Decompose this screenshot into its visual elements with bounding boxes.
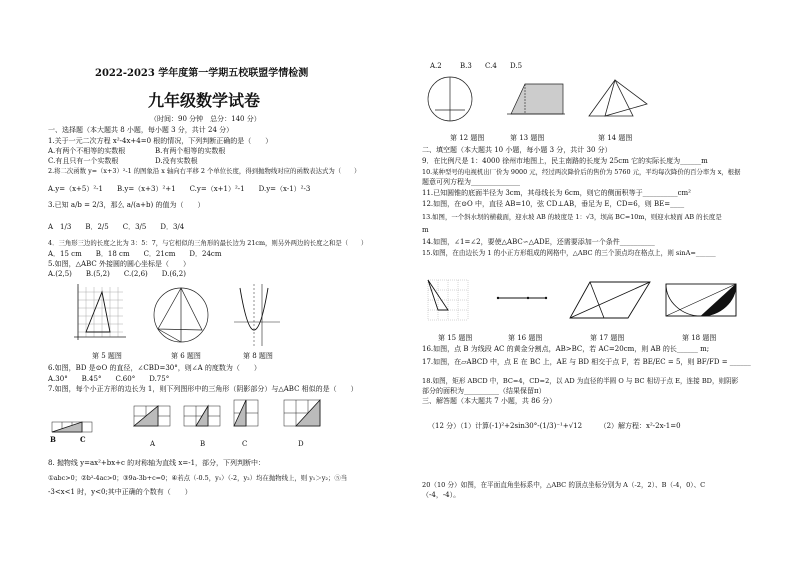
q20-text-cont: （-4，-4）。 <box>422 491 461 499</box>
q8-option-c: C.4 <box>485 62 497 70</box>
section-1-heading: 一、选择题（本大题共 8 小题，每小题 3 分，共计 24 分） <box>48 126 234 134</box>
figure-q8-parabola <box>232 282 282 348</box>
q1-text: 1.关于一元二次方程 x²-4x+4=0 根的情况，下列判断正确的是（ ） <box>48 137 273 145</box>
figure-q12-circle <box>425 72 475 126</box>
q14-text: 14.如图，∠1=∠2，要使△ABC∽△ADE，还需要添加一个条件__________ <box>422 238 655 246</box>
q7-option-d-label: D <box>298 440 304 448</box>
figure-q18-caption: 第 18 题图 <box>682 334 717 342</box>
q6-options: A.30° B.45° C.60° D.75° <box>48 375 170 383</box>
q1-option-a: A.有两个不相等的实数根 <box>48 147 126 155</box>
q11-text: 11.已知圆锥的底面半径为 3cm，其母线长为 6cm，则它的侧面积等于__________cm² <box>422 189 691 197</box>
figure-q5-grid <box>68 282 128 344</box>
q1-option-c: C.有且只有一个实数根 <box>48 157 119 165</box>
q8-option-d: D.5 <box>510 62 523 70</box>
figure-q12-caption: 第 12 题图 <box>450 134 485 142</box>
figure-q14-caption: 第 14 题图 <box>598 134 633 142</box>
q16-text: 16.如图，点 B 为线段 AC 的黄金分割点，AB>BC，若 AC=20cm，则 AB 的长______ m; <box>422 345 710 353</box>
q15-text: 15.如图，在由边长为 1 的小正方形组成的网格中，△ABC 的三个顶点均在格点上，则 sinA=______ <box>422 249 716 257</box>
figure-q16-caption: 第 16 题图 <box>508 334 543 342</box>
q20-text: 20（10 分）如图，在平面直角坐标系中，△ABC 的顶点坐标分别为 A（-2，2）、B（-4，0）、C <box>422 481 706 489</box>
figure-q18-rectangle <box>662 280 740 320</box>
q8-text: 8. 抛物线 y=ax²+bx+c 的对称轴为直线 x=-1，部分，下列判断中： <box>48 459 266 467</box>
q5-options: A.(2,5) B.(5,2) C.(2,6) D.(6,2) <box>48 270 186 278</box>
q19-text: （12 分）（1）计算(-1)²+2sin30°-(1/3)⁻¹+√12 （2）解方程：x²-2x-1=0 <box>428 422 681 430</box>
q8-statements: ①abc>0；②b²-4ac>0；③9a-3b+c=0；④若点（-0.5，y₁）（-2，y₂）均在抛物线上，则 y₁＞y₂；⑤当 <box>48 474 348 482</box>
q13-text-cont: m <box>422 226 429 234</box>
q10-text-cont: 题意可列方程为______________ <box>422 178 520 186</box>
q10-text: 10.某种型号的电视机出厂价为 9000 元，经过两次降价后的售价为 5760 元，平均每次降价的百分率为 x，根据 <box>422 168 741 176</box>
figure-q16-segment <box>494 292 550 304</box>
q8-option-b: B.3 <box>460 62 472 70</box>
q18-text-cont: 部分的面积为__________（结果保留π） <box>422 387 546 395</box>
exam-meta: （时间：90 分钟 总分：140 分） <box>150 115 261 123</box>
figure-q6-circle <box>150 284 212 346</box>
figure-q17-parallelogram <box>568 276 654 326</box>
q1-option-b: B.有两个相等的实数根 <box>155 147 226 155</box>
exam-title: 2022-2023 学年度第一学期五校联盟学情检测 <box>95 68 309 79</box>
q13-text: 13.如图，一个斜水坝的横截面，迎水坡 AB 的坡度是 1：√3，坝高 BC=10m，则迎水坡面 AB 的长度是 <box>422 213 722 221</box>
figure-q14-triangles <box>585 74 651 124</box>
section-3-heading: 三、解答题（本大题共 7 小题，共 86 分） <box>422 397 557 405</box>
q7-ref-label-c: C <box>80 435 86 444</box>
q7-option-a-label: A <box>150 440 156 448</box>
q6-text: 6.如图，BD 是⊙O 的直径，∠CBD=30°，则∠A 的度数为（ ） <box>48 364 261 372</box>
q7-option-c-label: C <box>242 440 248 448</box>
q3-options: A 1/3 B．2/5 C．3/5 D．3/4 <box>48 223 185 231</box>
q7-ref-label-b: B <box>50 435 56 444</box>
q2-text: 2.将二次函数 y=（x+3）²-1 的图象沿 x 轴向右平移 2 个单位长度，得到抛物线对应的函数表达式为（ ） <box>48 167 361 175</box>
q8-option-a: A.2 <box>430 62 442 70</box>
figure-q7-options <box>48 396 348 444</box>
q4-options: A．15 cm B．18 cm C．21cm D．24cm <box>48 250 222 258</box>
q17-text: 17.如图，在▱ABCD 中，点 E 在 BC 上，AE 与 BD 相交于点 F，若 BE/EC = 5，则 BF/FD = ______ <box>422 358 751 366</box>
figure-q15-caption: 第 15 题图 <box>438 334 473 342</box>
paper-title: 九年级数学试卷 <box>148 91 261 110</box>
figure-q8-caption: 第 8 题图 <box>243 352 273 360</box>
q7-option-b-label: B <box>200 440 206 448</box>
figure-q6-caption: 第 6 题图 <box>171 352 201 360</box>
q9-text: 9．在比例尺是 1：4000 徐州市地图上，民主南路的长度为 25cm 它的实际长度为______m <box>422 157 708 165</box>
q2-options: A.y=（x+5）²-1 B.y=（x+3）²+1 C.y=（x+1）²-1 D.y=（x-1）²-3 <box>48 185 311 193</box>
section-2-heading: 二、填空题（本大题共 10 小题，每小题 3 分，共计 30 分） <box>422 146 612 154</box>
q8-statements-cont: -3<x<1 时，y<0;其中正确的个数有（ ） <box>48 488 192 496</box>
figure-q17-caption: 第 17 题图 <box>590 334 625 342</box>
figure-q13-dam <box>505 78 565 120</box>
figure-q5-caption: 第 5 题图 <box>92 352 122 360</box>
q5-text: 5.如图，△ABC 外接圆的圆心坐标是（ ） <box>48 260 190 268</box>
q7-text: 7.如图，每个小正方形的边长为 1，则下列图形中的三角形（阴影部分）与△ABC 相似的是（ ） <box>48 385 358 393</box>
figure-q13-caption: 第 13 题图 <box>510 134 545 142</box>
q1-option-d: D.没有实数根 <box>155 157 198 165</box>
q4-text: 4．三角形三边的长度之比为 3：5：7，与它相似的三角形的最长边为 21cm，则另外两边的长度之和是（ ） <box>48 239 368 247</box>
q18-text: 18.如图，矩形 ABCD 中，BC=4，CD=2，以 AD 为直径的半圆 O 与 BC 相切于点 E，连接 BD，则阴影 <box>422 377 739 385</box>
q12-text: 12.如图，在⊙O 中，直径 AB=10，弦 CD⊥AB，垂足为 E，CD=6，则 BE=____ <box>422 200 685 208</box>
q3-text: 3.已知 a/b = 2/3，那么 a/(a+b) 的值为（ ） <box>48 201 205 209</box>
figure-q15-grid <box>424 276 476 326</box>
